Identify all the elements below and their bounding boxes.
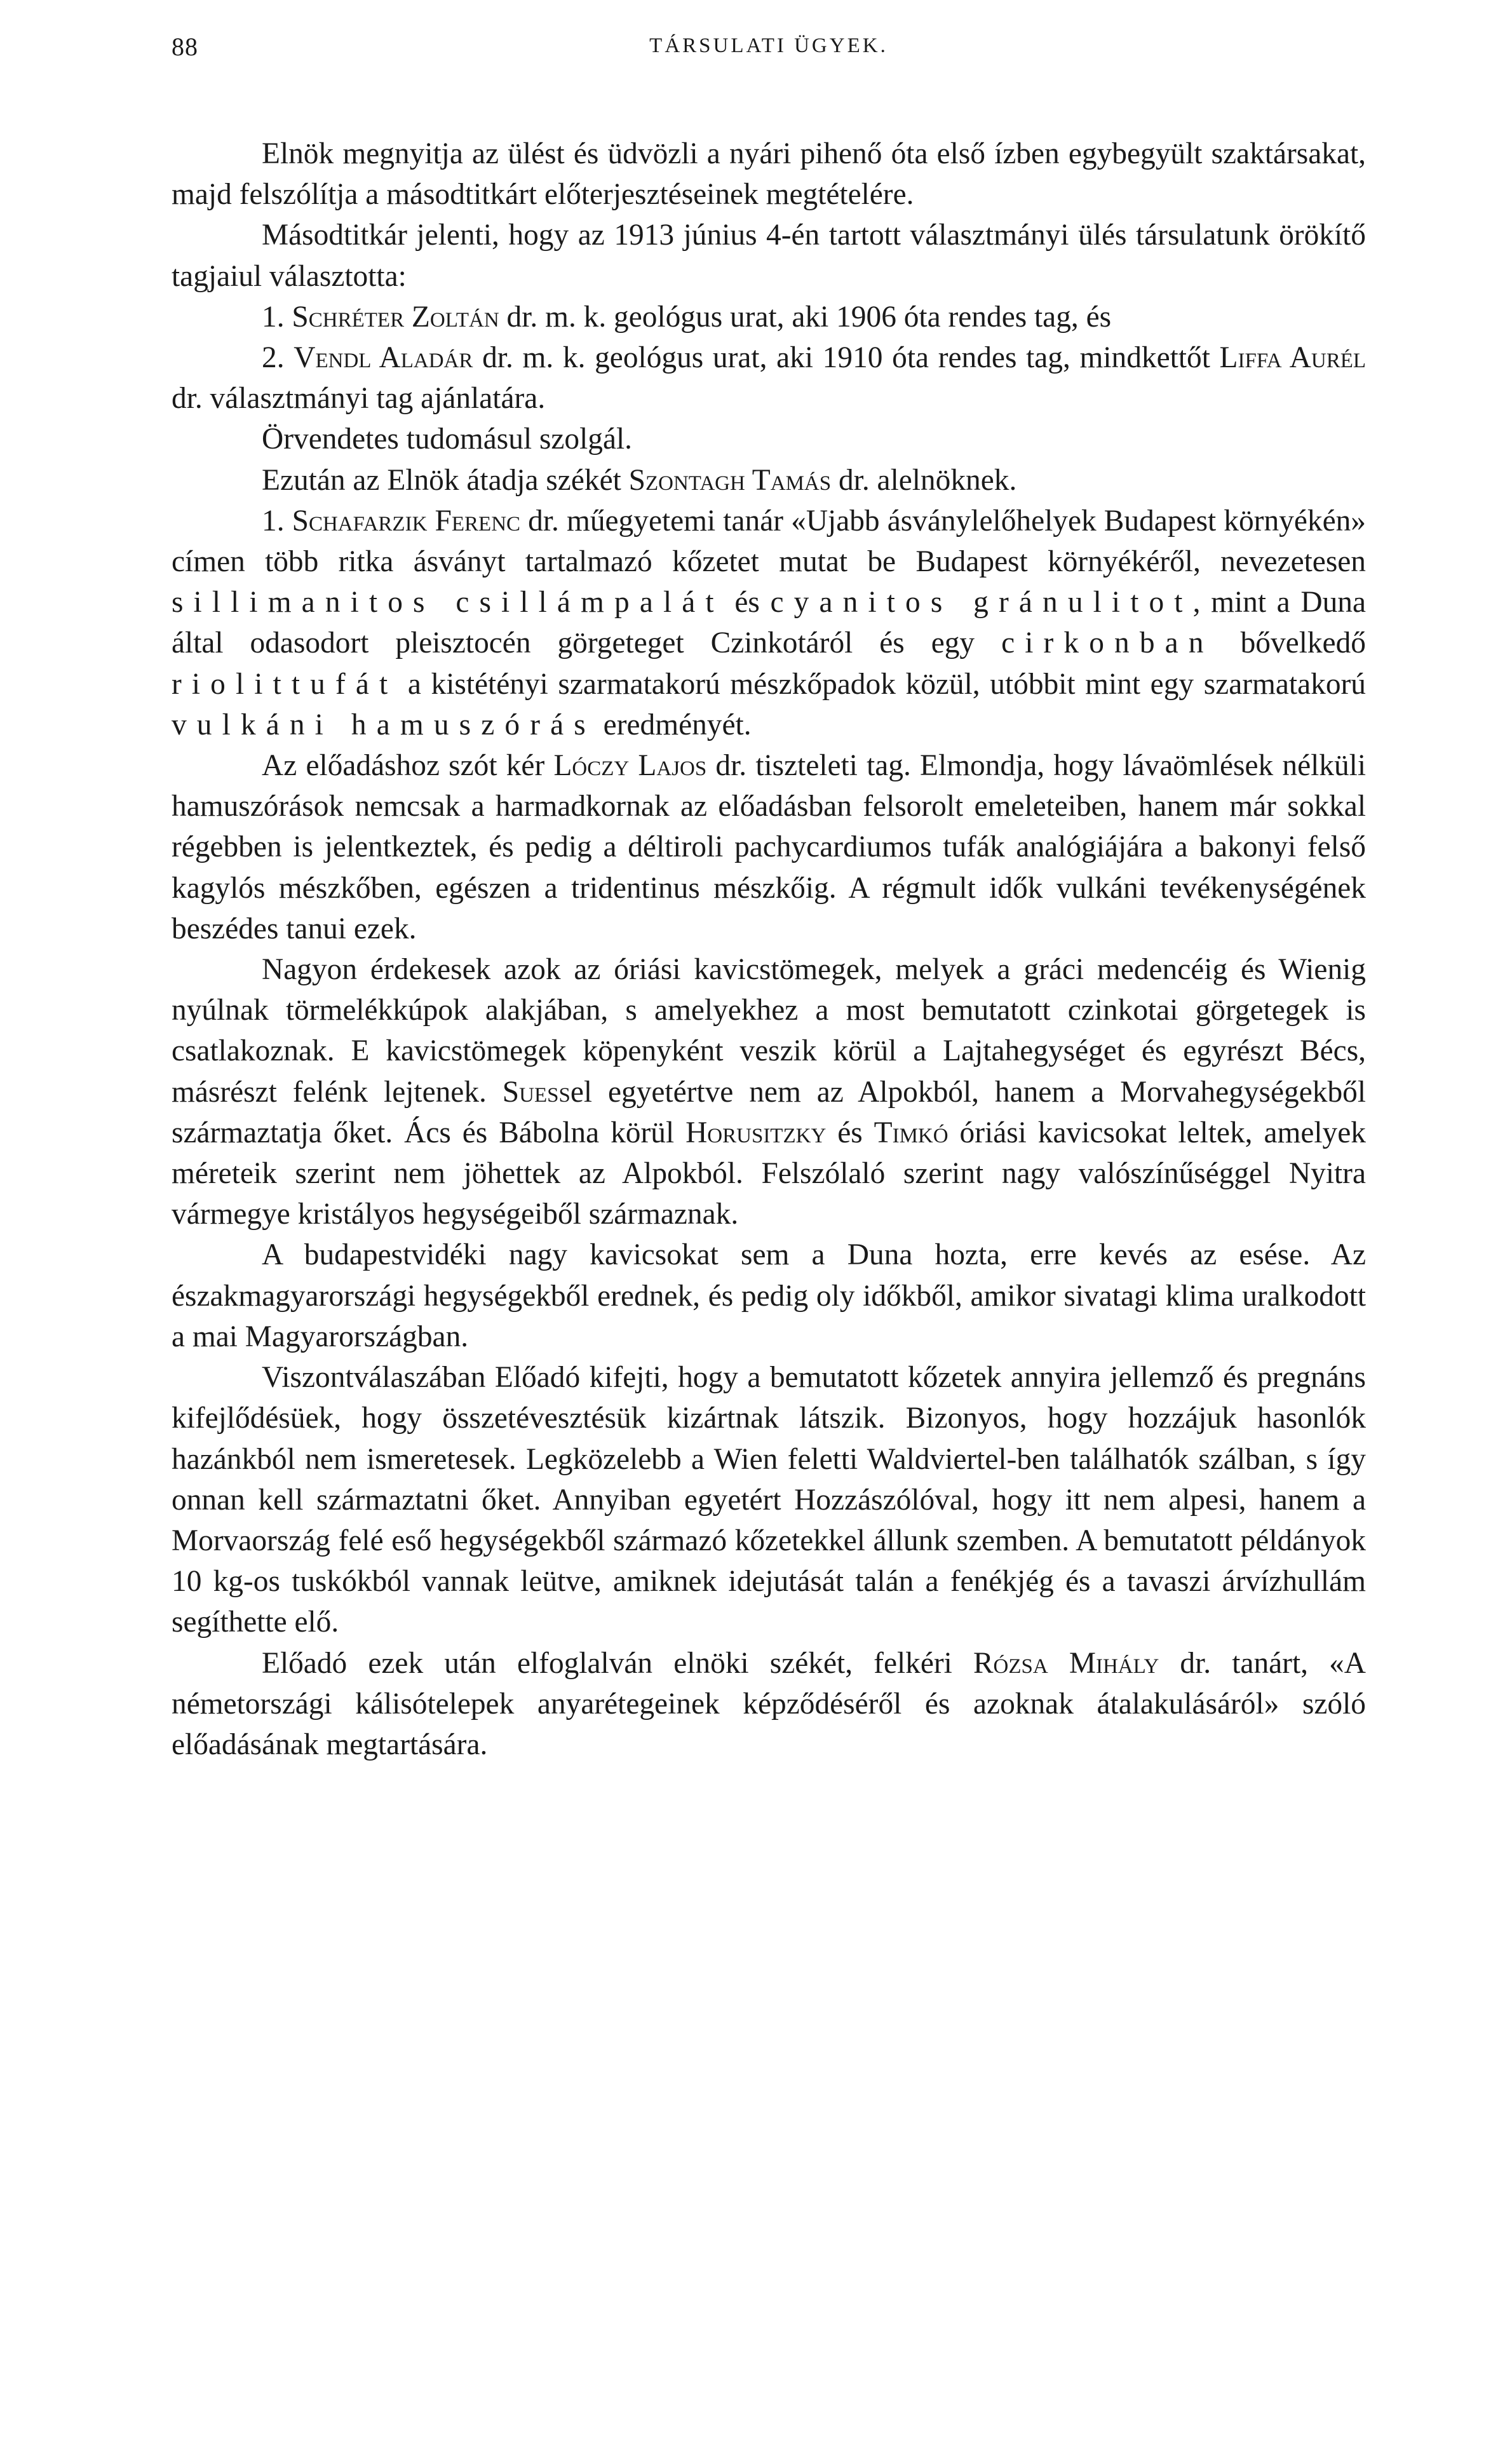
text-run: és — [826, 1116, 874, 1149]
text-run: , mint a Duna által odasodort pleisztocén görgeteget Czinkotáról és egy — [172, 586, 1367, 660]
emphasized-term: cyanitos gránulitot — [770, 586, 1193, 619]
paragraph — [172, 297, 1366, 337]
text-run: Elnök megnyitja az ülést és üdvözli a nyári pihenő óta első ízben egybegyült szaktársakat, majd felszólítja a másodtitkárt előterjesztéseinek megtételére. — [172, 137, 1366, 212]
person-name: Liffa Aurél — [1219, 341, 1367, 375]
person-name: Lóczy Lajos — [553, 749, 707, 783]
text-run: óriási kavicsokat leltek, amelyek méreteik szerint nem jöhettek az Alpokból. Felszólaló szerint nagy valószínűséggel Nyitra vármegye kristályos hegységeiből származnak. — [172, 1116, 1366, 1231]
emphasized-term: cirkonban — [1001, 626, 1214, 660]
person-name: Timkó — [874, 1116, 948, 1149]
paragraph — [172, 133, 1366, 215]
text-run: dr. alelnöknek. — [831, 463, 1017, 497]
emphasized-term: sillimanitos csillámpalát — [172, 586, 724, 619]
running-title: TÁRSULATI ÜGYEK. — [649, 34, 888, 57]
document-page — [172, 25, 1366, 1765]
text-run: Viszontválaszában Előadó kifejti, hogy a bemutatott kőzetek annyira jellemző és pregnáns kifejlődésüek, hogy összetévesztésük kizártnak látszik. Bizonyos, hogy hozzájuk hasonlók hazánkból nem ismeretesek. Legközelebb a Wien feletti Waldviertel-ben találhatók szálban, s így onnan kell származtatni őket. Annyiban egyetért Hozzászólóval, hogy itt nem alpesi, hanem a Morvaország felé eső hegységekből származó kőzetekkel állunk szemben. A bemutatott példányok 10 kg-os tuskókból vannak leütve, amiknek idejutását talán a fenékjég és a tavaszi árvízhullám segíthette elő. — [172, 1361, 1366, 1639]
paragraph — [172, 1357, 1366, 1642]
paragraph — [172, 1643, 1366, 1766]
paragraph — [172, 501, 1366, 745]
text-run: A budapestvidéki nagy kavicsokat sem a Duna hozta, erre kevés az esése. Az északmagyarországi hegységekből erednek, és pedig oly időkből, amikor sivatagi klima uralkodott a mai Magyarországban. — [172, 1238, 1366, 1353]
text-run: Örvendetes tudomásul szolgál. — [262, 423, 633, 456]
person-name: Szontagh Tamás — [628, 463, 832, 497]
person-name: Horusitzky — [685, 1116, 827, 1149]
text-run: Ezután az Elnök átadja székét — [262, 463, 629, 497]
person-name: Schréter Zoltán — [292, 300, 499, 334]
text-run: Nagyon érdekesek azok az óriási kavicstömegek, melyek a gráci medencéig és Wienig nyúlnak törmelékkúpok alakjában, s amelyekhez a most bemutatott czinkotai görgetegek is csatlakoznak. E kavicstömegek köpenyként veszik körül a Lajtahegységet és egyrészt Bécs, másrészt felénk lejtenek. — [172, 953, 1366, 1109]
emphasized-term: riolittufát — [172, 667, 398, 701]
text-run: 1. — [262, 504, 292, 538]
paragraph — [172, 215, 1366, 296]
text-run: dr. m. k. geológus urat, aki 1910 óta rendes tag, mindkettőt — [473, 341, 1220, 375]
text-run: dr. műegyetemi tanár «Ujabb ásványlelőhelyek Budapest környékén» címen több ritka ásványt tartalmazó kőzetet mutat be Budapest környékéről, nevezetesen — [172, 504, 1367, 579]
running-header — [172, 25, 1366, 83]
text-run: dr. m. k. geológus urat, aki 1906 óta rendes tag, és — [499, 300, 1112, 334]
paragraph — [172, 1234, 1366, 1357]
text-run: bővelkedő — [1213, 626, 1366, 660]
person-name: Vendl Aladár — [294, 341, 473, 375]
text-run: Előadó ezek után elfoglalván elnöki székét, felkéri — [262, 1646, 973, 1680]
page-number: 88 — [172, 32, 198, 61]
paragraph — [172, 419, 1366, 459]
text-run: és — [724, 586, 771, 619]
text-run: el egyetértve nem az Alpokból, hanem a Morvahegységekből származtatja őket. Ács és Bábolna körül — [172, 1075, 1366, 1149]
text-run: dr. tiszteleti tag. Elmondja, hogy lávaömlések nélküli hamuszórások nemcsak a harmadkornak az előadásban felsorolt emeleteiben, hanem már sokkal régebben is jelentkeztek, és pedig a déltiroli pachycardiumos tufák analógiájára a bakonyi felső kagylós mészkőben, egészen a tridentinus mészkőig. A régmult idők vulkáni tevékenységének beszédes tanui ezek. — [172, 749, 1366, 945]
paragraph — [172, 337, 1366, 419]
text-run: Az előadáshoz szót kér — [262, 749, 554, 783]
person-name: Suess — [502, 1075, 570, 1109]
person-name: Schafarzik Ferenc — [292, 504, 521, 538]
text-run: eredményét. — [595, 708, 752, 741]
emphasized-term: vulkáni hamuszórás — [172, 708, 596, 741]
text-run: 1. — [262, 300, 292, 334]
paragraph — [172, 949, 1366, 1234]
text-run: dr. választmányi tag ajánlatára. — [172, 382, 546, 416]
text-run: dr. tanárt, «A németországi kálisótelepek anyarétegeinek képződéséről és azoknak átalakulásáról» szóló előadásának megtartására. — [172, 1646, 1366, 1761]
text-run: Másodtitkár jelenti, hogy az 1913 június 4-én tartott választmányi ülés társulatunk örökítő tagjaiul választotta: — [172, 219, 1366, 293]
person-name: Rózsa Mihály — [973, 1646, 1159, 1680]
paragraph — [172, 745, 1366, 949]
text-run: a kistétényi szarmatakorú mészkőpadok közül, utóbbit mint egy szarmatakorú — [398, 667, 1366, 701]
text-run: 2. — [262, 341, 294, 375]
body-text — [172, 133, 1366, 1765]
paragraph — [172, 460, 1366, 501]
